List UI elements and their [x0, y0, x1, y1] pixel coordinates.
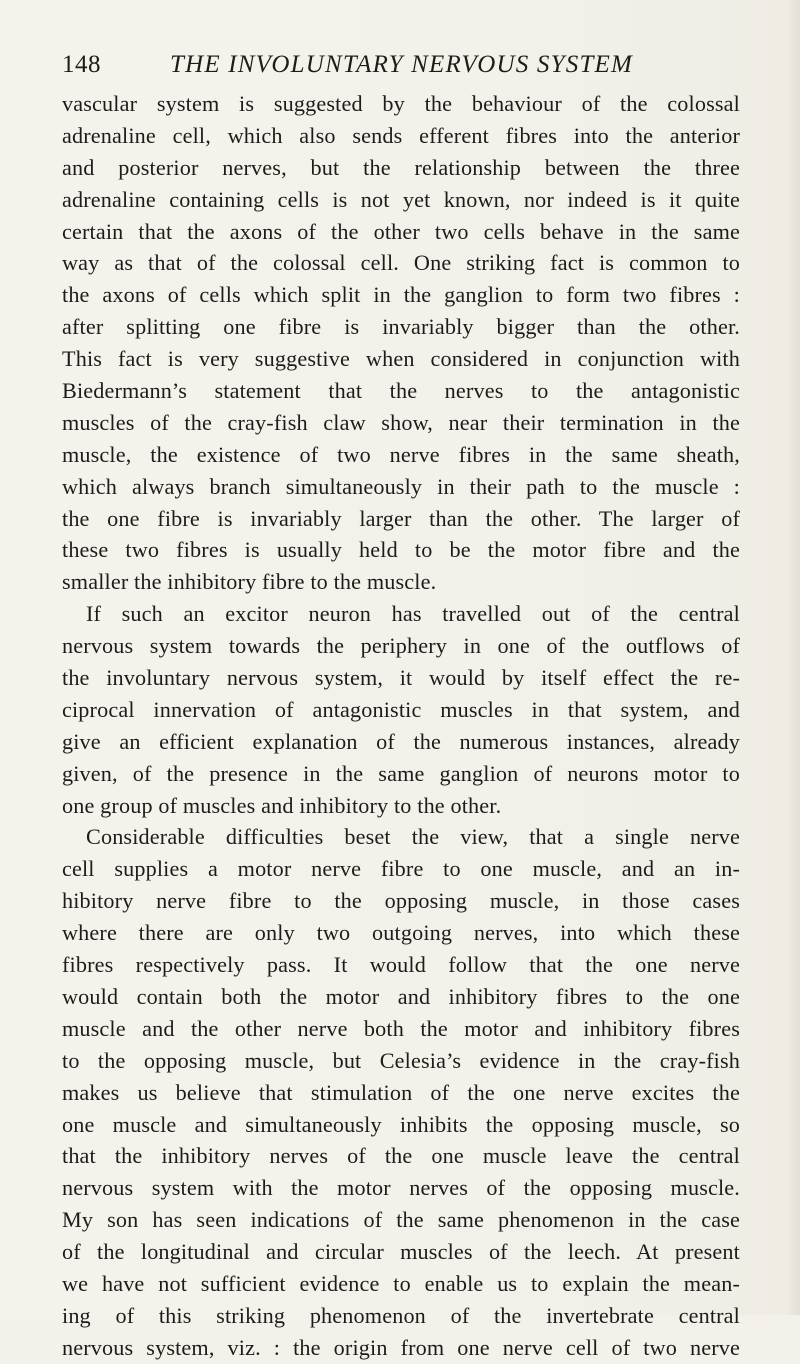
body-text [62, 88, 740, 1364]
text-line: This fact is very suggestive when considered in conjunction with [62, 346, 740, 372]
text-line: muscle and the other nerve both the motor and inhibitory fibres [62, 1015, 740, 1041]
text-line: muscles of the cray-fish claw show, near their termination in the [62, 409, 740, 435]
text-line: of the longitudinal and circular muscles of the leech. At present [62, 1239, 740, 1265]
running-head [62, 48, 762, 82]
text-line: nervous system, viz. : the origin from one nerve cell of two nerve [62, 1334, 740, 1360]
text-line: to the opposing muscle, but Celesia’s evidence in the cray-fish [62, 1047, 740, 1073]
paragraph-start-line: Considerable difficulties beset the view, that a single nerve [86, 824, 740, 850]
text-line: given, of the presence in the same ganglion of neurons motor to [62, 760, 740, 786]
text-line: which always branch simultaneously in their path to the muscle : [62, 473, 740, 499]
text-line: ing of this striking phenomenon of the invertebrate central [62, 1302, 740, 1328]
paragraph-end-line: smaller the inhibitory fibre to the muscle. [62, 569, 437, 595]
page-number: 148 [62, 51, 101, 78]
text-line: give an efficient explanation of the numerous instances, already [62, 728, 740, 754]
text-line: fibres respectively pass. It would follow that the one nerve [62, 952, 740, 978]
text-line: one muscle and simultaneously inhibits the opposing muscle, so [62, 1111, 740, 1137]
paragraph-start-line: If such an excitor neuron has travelled out of the central [86, 601, 740, 627]
text-line: adrenaline cell, which also sends efferent fibres into the anterior [62, 122, 740, 148]
text-line: the involuntary nervous system, it would by itself effect the re- [62, 665, 740, 691]
text-line: the one fibre is invariably larger than the other. The larger of [62, 505, 740, 531]
page-edge-shadow [786, 0, 800, 1315]
text-line: and posterior nerves, but the relationship between the three [62, 154, 740, 180]
text-line: My son has seen indications of the same phenomenon in the case [62, 1207, 740, 1233]
text-line: makes us believe that stimulation of the one nerve excites the [62, 1079, 740, 1105]
text-line: nervous system towards the periphery in one of the outflows of [62, 633, 740, 659]
text-line: ciprocal innervation of antagonistic muscles in that system, and [62, 696, 740, 722]
text-line: the axons of cells which split in the ganglion to form two fibres : [62, 282, 740, 308]
paragraph-end-line: one group of muscles and inhibitory to the other. [62, 792, 502, 818]
text-line: muscle, the existence of two nerve fibres in the same sheath, [62, 441, 740, 467]
text-line: where there are only two outgoing nerves, into which these [62, 920, 740, 946]
text-line: adrenaline containing cells is not yet known, nor indeed is it quite [62, 186, 740, 212]
text-line: certain that the axons of the other two cells behave in the same [62, 218, 740, 244]
text-line: we have not sufficient evidence to enable us to explain the mean- [62, 1270, 740, 1296]
text-line: vascular system is suggested by the behaviour of the colossal [62, 91, 740, 116]
text-line: way as that of the colossal cell. One striking fact is common to [62, 250, 740, 276]
text-line: that the inhibitory nerves of the one muscle leave the central [62, 1143, 740, 1169]
text-line: these two fibres is usually held to be the motor fibre and the [62, 537, 740, 563]
text-line: cell supplies a motor nerve fibre to one muscle, and an in- [62, 856, 740, 882]
text-line: would contain both the motor and inhibitory fibres to the one [62, 983, 740, 1009]
text-line: Biedermann’s statement that the nerves to the antagonistic [62, 378, 740, 404]
text-line: nervous system with the motor nerves of the opposing muscle. [62, 1175, 740, 1201]
text-line: after splitting one fibre is invariably bigger than the other. [62, 314, 740, 340]
running-title: THE INVOLUNTARY NERVOUS SYSTEM [170, 51, 634, 78]
text-line: hibitory nerve fibre to the opposing muscle, in those cases [62, 888, 740, 914]
